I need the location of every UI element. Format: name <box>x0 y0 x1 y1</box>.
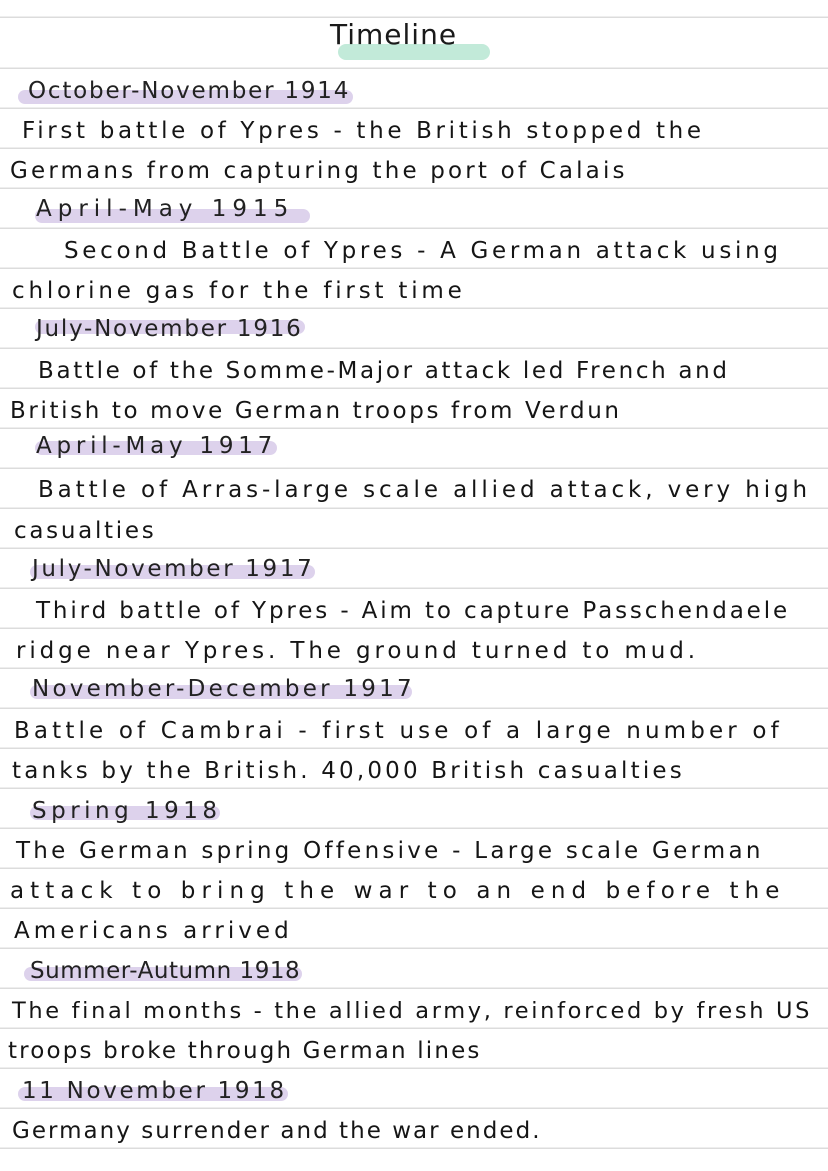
entry-line: Germans from capturing the port of Calais <box>10 158 628 184</box>
entry-line: Battle of Arras-large scale allied attack, very high <box>38 477 811 503</box>
entry-line: British to move German troops from Verdun <box>10 398 622 424</box>
entry-date: October-November 1914 <box>28 78 351 104</box>
entry-line: Battle of Cambrai - first use of a large number of <box>14 718 783 744</box>
entry-date: April-May 1917 <box>36 433 278 459</box>
entry-date: Spring 1918 <box>32 798 222 824</box>
entry-date: July-November 1916 <box>36 316 303 342</box>
entry-line: troops broke through German lines <box>8 1038 482 1064</box>
entry-line: tanks by the British. 40,000 British casualties <box>12 758 685 784</box>
entry-line: Americans arrived <box>14 918 293 944</box>
entry-line: chlorine gas for the first time <box>12 278 466 304</box>
page-title: Timeline <box>330 18 458 51</box>
entry-line: attack to bring the war to an end before the <box>10 878 786 904</box>
entry-line: Third battle of Ypres - Aim to capture Passchendaele <box>36 598 790 624</box>
entry-line: The German spring Offensive - Large scale German <box>16 838 764 864</box>
entry-date: 11 November 1918 <box>22 1078 287 1104</box>
entry-date: April-May 1915 <box>36 196 295 222</box>
entry-line: The final months - the allied army, reinforced by fresh US <box>12 998 813 1024</box>
entry-date: July-November 1917 <box>32 556 315 582</box>
entry-line: Second Battle of Ypres - A German attack using <box>64 238 782 264</box>
entry-date: Summer-Autumn 1918 <box>30 958 301 984</box>
entry-line: ridge near Ypres. The ground turned to mud. <box>16 638 699 664</box>
entry-line: First battle of Ypres - the British stopped the <box>22 118 705 144</box>
entry-line: casualties <box>14 518 157 544</box>
entry-date: November-December 1917 <box>32 676 415 702</box>
entry-line: Battle of the Somme-Major attack led French and <box>38 358 730 384</box>
entry-line: Germany surrender and the war ended. <box>12 1118 542 1144</box>
